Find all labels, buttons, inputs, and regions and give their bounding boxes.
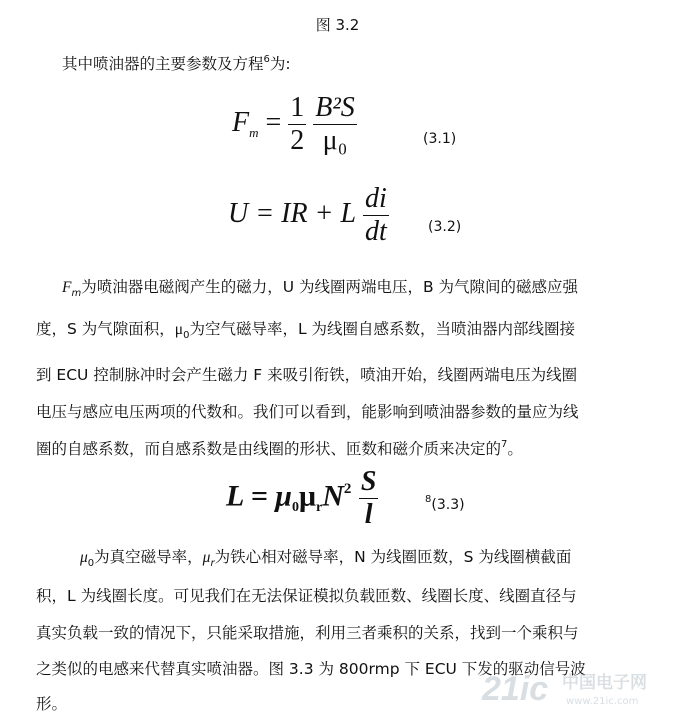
para1-line1 (62, 275, 578, 297)
para2-line1-a: 为真空磁导率， (94, 548, 203, 566)
eq2-lhs: U = IR + L (228, 197, 357, 229)
para1-line3: 到 ECU 控制脉冲时会产生磁力 F 来吸引衔铁，喷油开始，线圈两端电压为线圈 (36, 366, 578, 384)
eq3-subr: r (316, 500, 323, 516)
figure-caption: 图 3.2 (315, 16, 360, 34)
eq2-fraction (363, 183, 389, 248)
eq1-lhs-sub: m (249, 124, 259, 140)
para2-line1 (80, 545, 571, 567)
eq1-den: 2 (290, 125, 305, 156)
para1-symbol-F-sub: m (71, 288, 82, 299)
eq2-den: dt (365, 216, 387, 247)
eq1-number: (3.1) (423, 131, 457, 147)
eq1-fraction-main (313, 92, 357, 157)
para1-line1-text: 为喷油器电磁阀产生的磁力，U 为线圈两端电压，B 为气隙间的磁感应强 (81, 278, 579, 296)
eq1-fraction-half (288, 92, 306, 157)
para1-line4: 电压与感应电压两项的代数和。我们可以看到，能影响到喷油器参数的量应为线 (36, 403, 579, 421)
equation-3-2 (228, 183, 389, 248)
eq3-sub0: 0 (292, 500, 299, 516)
para2-symbol-mur-sub: r (210, 558, 215, 569)
intro-ref: 6 (263, 54, 270, 65)
para1-line2-b: 为空气磁导率，L 为线圈自感系数，当喷油器内部线圈接 (189, 320, 576, 338)
watermark-brand: 21ic (482, 670, 549, 708)
para2-line1-b: 为铁心相对磁导率，N 为线圈匝数，S 为线圈横截面 (214, 548, 572, 566)
para1-line5-end: 。 (507, 440, 523, 458)
watermark-cn: 中国电子网 (562, 673, 647, 693)
para2-symbol-mur: μ (202, 549, 211, 566)
watermark-url: www.21ic.com (566, 696, 639, 707)
watermark-21ic-logo (480, 664, 665, 712)
eq3-num: S (360, 466, 377, 497)
eq2-number: (3.2) (428, 219, 462, 235)
eq3-N: N (322, 479, 344, 513)
eq3-lhs: L = μ (226, 479, 292, 513)
para1-ref: 7 (501, 439, 508, 450)
intro-colon: 为: (269, 55, 291, 73)
para2-line2: 积，L 为线圈长度。可见我们在无法保证模拟负载匝数、线圈长度、线圈直径与 (36, 587, 577, 605)
para2-line5: 形。 (36, 695, 68, 713)
equation-3-1 (232, 92, 357, 157)
eq3-ref: 8 (425, 494, 432, 505)
eq1-num: 1 (290, 92, 305, 123)
para1-symbol-F: F (62, 279, 72, 296)
eq3-den: l (364, 499, 373, 530)
para2-symbol-mu0: μ (80, 549, 88, 566)
equation-3-3 (226, 466, 378, 531)
para1-line5-text: 圈的自感系数，而自感系数是由线圈的形状、匝数和磁介质来决定的 (36, 440, 502, 458)
para2-line3: 真实负载一致的情况下，只能采取措施，利用三者乘积的关系，找到一个乘积与 (36, 624, 579, 642)
watermark-logo-icon (480, 664, 665, 712)
intro-line (62, 52, 291, 74)
eq1-equals: = (265, 106, 282, 138)
para2-line4: 之类似的电感来代替真实喷油器。图 3.3 为 800rmp 下 ECU 下发的驱动信号波 (36, 660, 586, 678)
para1-symbol-mu-sub: 0 (183, 330, 190, 341)
para2-symbol-mu0-sub: 0 (87, 558, 95, 569)
para1-symbol-mu: μ (174, 321, 184, 338)
eq3-number: (3.3) (431, 497, 465, 513)
eq1-lhs: F (232, 106, 250, 138)
eq3-fraction (359, 466, 379, 531)
para1-line2-a: 度，S 为气隙面积， (36, 320, 175, 338)
eq1-frac2-den: μ₀ (322, 125, 348, 156)
eq3-mu: μ (299, 479, 317, 513)
eq2-num: di (365, 183, 387, 214)
intro-text: 其中喷油器的主要参数及方程 (62, 55, 264, 73)
eq1-frac2-num: B²S (315, 92, 355, 123)
para1-line2 (36, 317, 575, 339)
eq3-number-group (425, 494, 465, 513)
para1-line5 (36, 437, 523, 459)
eq3-sup2: 2 (343, 481, 352, 498)
